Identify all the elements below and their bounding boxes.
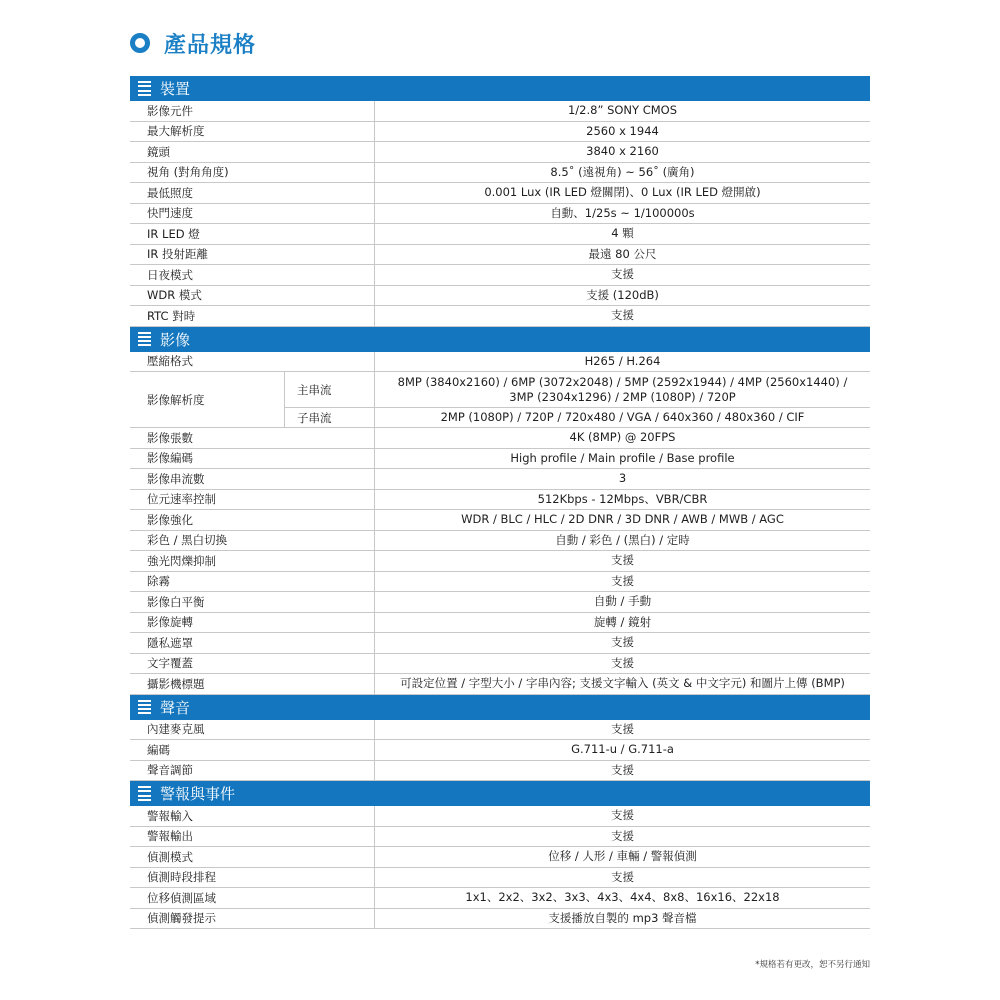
spec-row [130,204,870,225]
spec-label: 彩色 / 黑白切換 [130,531,375,551]
page-title: 產品規格 [164,32,257,58]
spec-row [130,847,870,868]
spec-label: 影像解析度 [130,372,285,427]
spec-row [130,654,870,675]
spec-value: 可設定位置 / 字型大小 / 字串內容; 支援文字輸入 (英文 & 中文字元) 和圖片上傳 (BMP) [400,676,845,691]
footnote: *規格若有更改，恕不另行通知 [755,960,870,970]
spec-row [130,720,870,741]
spec-value: 支援 (120dB) [586,287,659,302]
spec-label: 內建麥克風 [130,720,375,740]
list-lines-icon [138,81,151,96]
spec-value: 支援 [611,869,634,884]
spec-value: 支援 [611,635,634,650]
circle-ring-icon [130,33,150,53]
spec-value: 1/2.8” SONY CMOS [567,103,678,118]
section-title: 裝置 [160,80,191,98]
spec-row [130,306,870,327]
spec-row [130,909,870,930]
spec-label: 影像強化 [130,510,375,530]
spec-value: 支援 [611,553,634,568]
spec-value: 0.001 Lux (IR LED 燈關閉)、0 Lux (IR LED 燈開啟) [484,185,761,200]
spec-row [130,592,870,613]
list-lines-icon [138,700,151,715]
spec-value: 自動、1/25s ~ 1/100000s [550,205,695,220]
spec-value: 支援 [611,267,634,282]
section-title: 警報與事件 [160,785,236,803]
spec-label: 影像元件 [130,101,375,121]
spec-row [130,888,870,909]
spec-label: 強光閃爍抑制 [130,551,375,571]
spec-row [130,827,870,848]
spec-value: 支援 [611,808,634,823]
list-lines-icon [138,786,151,801]
spec-row [130,531,870,552]
spec-label: WDR 模式 [130,286,375,306]
spec-label: 鏡頭 [130,142,375,162]
spec-value: H265 / H.264 [584,353,661,368]
spec-label: 位元速率控制 [130,490,375,510]
spec-row [130,761,870,782]
spec-label: 隱私遮罩 [130,633,375,653]
spec-row [130,551,870,572]
spec-row [130,490,870,511]
spec-label: 日夜模式 [130,265,375,285]
spec-row [130,265,870,286]
spec-label: 最大解析度 [130,122,375,142]
section-header-video [130,327,870,352]
spec-row [130,142,870,163]
spec-label: 除霧 [130,572,375,592]
sub-stream-value: 2MP (1080P) / 720P / 720x480 / VGA / 640x360 / 480x360 / CIF [440,410,805,424]
spec-label: 視角 (對角角度) [130,163,375,183]
spec-label: IR 投射距離 [130,245,375,265]
spec-row [130,806,870,827]
spec-value: 1x1、2x2、3x2、3x3、4x3、4x4、8x8、16x16、22x18 [465,890,780,905]
spec-value: 自動 / 手動 [593,594,652,609]
section-title: 聲音 [160,698,191,717]
spec-value: 512Kbps - 12Mbps、VBR/CBR [537,491,708,506]
section-header-audio [130,695,870,720]
section-title: 影像 [160,330,191,349]
spec-value: WDR / BLC / HLC / 2D DNR / 3D DNR / AWB / MWB / AGC [461,512,784,527]
spec-value: 4K (8MP) @ 20FPS [569,430,676,445]
section-header-device [130,76,870,101]
spec-table [130,76,870,929]
spec-row [130,224,870,245]
spec-label: 影像白平衡 [130,592,375,612]
spec-value: 旋轉 / 鏡射 [593,614,652,629]
spec-value: 支援 [611,655,634,670]
spec-label: 攝影機標題 [130,674,375,694]
spec-row [130,740,870,761]
sub-stream-row [285,407,870,427]
spec-value: 3 [618,471,627,486]
spec-label: 偵測模式 [130,847,375,867]
spec-value: 位移 / 人形 / 車輛 / 警報偵測 [548,849,697,864]
spec-row [130,868,870,889]
spec-label: 影像串流數 [130,469,375,489]
spec-row [130,163,870,184]
spec-row [130,245,870,266]
section-header-alarm [130,781,870,806]
spec-row [130,101,870,122]
spec-value: 支援 [611,828,634,843]
main-stream-row [285,372,870,407]
spec-value: 2560 x 1944 [586,123,659,138]
main-stream-value-line2: 3MP (2304x1296) / 2MP (1080P) / 720P [509,389,736,404]
spec-row [130,469,870,490]
spec-label: 位移偵測區域 [130,888,375,908]
spec-value: 支援 [611,308,634,323]
spec-label: 編碼 [130,740,375,760]
spec-label: 警報輸出 [130,827,375,847]
spec-row [130,286,870,307]
spec-value: 4 顆 [611,226,634,241]
main-stream-value [375,372,870,407]
spec-label: 最低照度 [130,183,375,203]
spec-label: 影像編碼 [130,449,375,469]
spec-label: 警報輸入 [130,806,375,826]
main-stream-label: 主串流 [285,372,375,407]
spec-label: RTC 對時 [130,306,375,326]
main-stream-value-line1: 8MP (3840x2160) / 6MP (3072x2048) / 5MP (2592x1944) / 4MP (2560x1440) / [397,374,848,389]
spec-row [130,572,870,593]
spec-row [130,352,870,373]
spec-label: 快門速度 [130,204,375,224]
spec-label: 文字覆蓋 [130,654,375,674]
spec-row [130,449,870,470]
spec-value: 自動 / 彩色 / (黑白) / 定時 [555,532,690,547]
spec-label: IR LED 燈 [130,224,375,244]
spec-value: 3840 x 2160 [586,144,659,159]
spec-row [130,428,870,449]
spec-value: 支援 [611,721,634,736]
spec-label: 偵測時段排程 [130,868,375,888]
spec-label: 影像旋轉 [130,613,375,633]
sub-stream-label: 子串流 [285,408,375,427]
spec-value: G.711-u / G.711-a [571,742,674,757]
spec-row [130,633,870,654]
spec-value: 8.5˚ (遠視角) ~ 56˚ (廣角) [550,164,695,179]
spec-row [130,510,870,531]
spec-value: 最遠 80 公尺 [588,246,657,261]
list-lines-icon [138,332,151,347]
spec-row [130,122,870,143]
spec-label: 影像張數 [130,428,375,448]
spec-row [130,674,870,695]
page-title-block [130,28,256,58]
spec-label: 偵測觸發提示 [130,909,375,929]
spec-row [130,613,870,634]
spec-value: 支援播放自製的 mp3 聲音檔 [548,910,697,925]
spec-label: 壓縮格式 [130,352,375,372]
spec-label: 聲音調節 [130,761,375,781]
spec-value: High profile / Main profile / Base profile [510,450,735,465]
spec-value: 支援 [611,573,634,588]
spec-value: 支援 [611,762,634,777]
spec-row [130,183,870,204]
resolution-group [130,372,870,428]
